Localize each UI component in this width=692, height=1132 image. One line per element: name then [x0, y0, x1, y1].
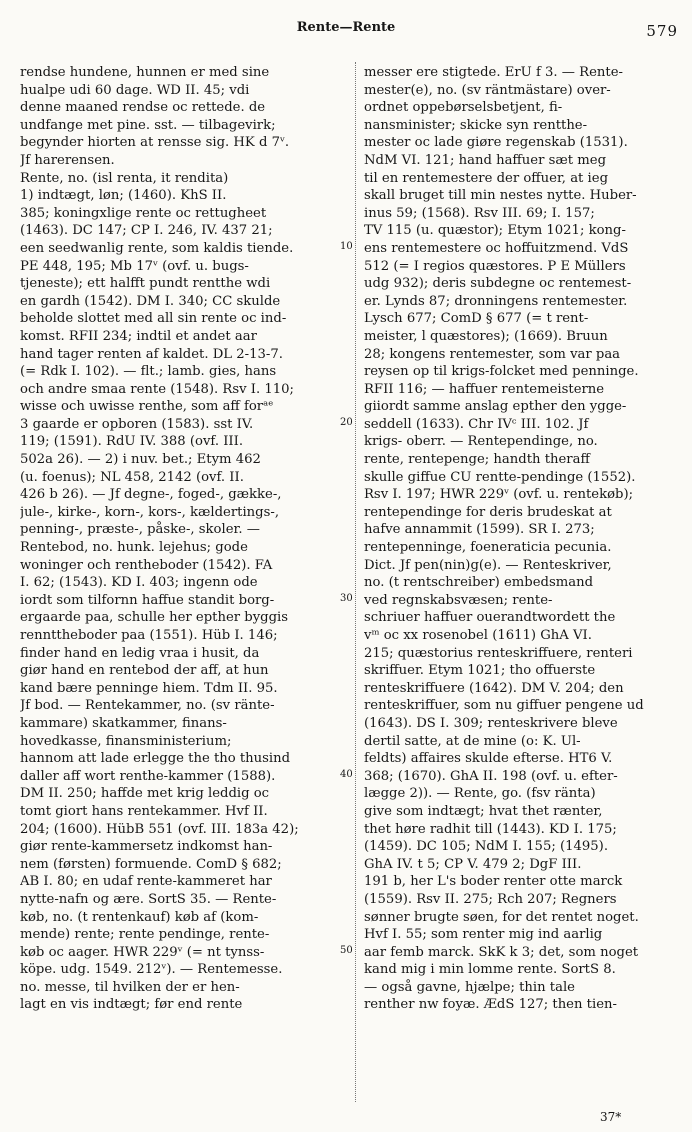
- text-line: 204; (1600). HübB 551 (ovf. III. 183a 42);: [20, 821, 299, 837]
- text-line: rentependinge for deris brudeskat at: [364, 504, 612, 520]
- text-line: tjeneste); ett halfft pundt rentthe wdi: [20, 276, 271, 292]
- text-line: er. Lynds 87; dronningens rentemester.: [364, 293, 628, 309]
- text-line: køb oc aager. HWR 229ᵛ (= nt tynss-: [20, 944, 265, 960]
- signature-mark: 37*: [600, 1110, 622, 1124]
- text-line: penning-, præste-, påske-, skoler. —: [20, 522, 260, 538]
- text-line: til en rentemestere der offuer, at ieg: [364, 170, 609, 186]
- text-line: no. (t rentschreiber) embedsmand: [364, 575, 594, 591]
- text-line: skriffuer. Etym 1021; tho offuerste: [364, 663, 596, 679]
- text-line: mester oc lade giøre regenskab (1531).: [364, 135, 628, 151]
- line-number: 40: [340, 769, 353, 780]
- text-line: 502a 26). — 2) i nuv. bet.; Etym 462: [20, 452, 261, 468]
- text-line: I. 62; (1543). KD I. 403; ingenn ode: [20, 575, 258, 591]
- text-line: renteskriffuer, som nu giffuer pengene ud: [364, 698, 644, 714]
- text-line: kand bære penninge hiem. Tdm II. 95.: [20, 680, 278, 696]
- text-line: 1) indtægt, løn; (1460). KhS II.: [20, 188, 227, 204]
- text-line: NdM VI. 121; hand haffuer sæt meg: [364, 152, 607, 168]
- text-line: hualpe udi 60 dage. WD II. 45; vdi: [20, 82, 250, 98]
- text-line: skulle giffue CU rentte-pendinge (1552).: [364, 469, 636, 485]
- text-line: 119; (1591). RdU IV. 388 (ovf. III.: [20, 434, 244, 450]
- text-line: no. messe, til hvilken der er hen-: [20, 979, 240, 995]
- text-line: AB I. 80; en udaf rente-kammeret har: [20, 874, 272, 890]
- text-line: rennttheboder paa (1551). Hüb I. 146;: [20, 628, 278, 643]
- text-line: daller aff wort renthe-kammer (1588).: [20, 768, 276, 784]
- text-line: renteskriffuere (1642). DM V. 204; den: [364, 680, 624, 696]
- text-line: nem (førsten) formuende. ComD § 682;: [20, 856, 282, 872]
- text-line: køb, no. (t rentenkauf) køb af (kom-: [20, 909, 259, 925]
- text-line: och andre smaa rente (1548). Rsv I. 110;: [20, 381, 294, 397]
- text-line: schriuer haffuer ouerandtwordett the: [364, 610, 616, 626]
- text-line: reysen op til krigs-folcket med penninge.: [364, 364, 639, 380]
- text-line: (1463). DC 147; CP I. 246, IV. 437 21;: [20, 223, 273, 239]
- text-line: PE 448, 195; Mb 17ᵛ (ovf. u. bugs-: [20, 258, 249, 274]
- text-line: 3 gaarde er opboren (1583). sst IV.: [20, 416, 254, 432]
- text-line: giør rente-kammersetz indkomst han-: [20, 839, 273, 855]
- text-line: 28; kongens rentemester, som var paa: [364, 346, 621, 362]
- text-line: RFII 116; — haffuer rentemeisterne: [364, 381, 605, 397]
- text-line: aar femb marck. SkK k 3; det, som noget: [364, 944, 639, 960]
- line-number: 10: [340, 241, 353, 252]
- line-number: 30: [340, 593, 353, 604]
- text-line: sønner brugte søen, for det rentet noget.: [364, 909, 639, 925]
- line-number: 20: [340, 417, 353, 428]
- text-line: Dict. Jf pen(nin)g(e). — Renteskriver,: [364, 557, 612, 573]
- text-line: thet høre radhit till (1443). KD I. 175;: [364, 821, 617, 837]
- text-line: lagt en vis indtægt; før end rente: [20, 997, 243, 1013]
- text-line: giiordt samme anslag epther den ygge-: [364, 399, 627, 415]
- text-line: woninger och rentheboder (1542). FA: [20, 557, 273, 573]
- text-line: (= Rdk I. 102). — flt.; lamb. gies, hans: [20, 364, 277, 380]
- text-line: inus 59; (1568). Rsv III. 69; I. 157;: [364, 205, 595, 221]
- left-column: [20, 64, 340, 1014]
- text-line: köpe. udg. 1549. 212ᵛ). — Rentemesse.: [20, 962, 283, 978]
- text-line: (1459). DC 105; NdM I. 155; (1495).: [364, 839, 609, 855]
- text-line: begynder hiorten at rensse sig. HK d 7ᵛ.: [20, 135, 290, 151]
- text-line: renther nw foyæ. ÆdS 127; then tien-: [364, 997, 617, 1013]
- text-line: lægge 2)). — Rente, go. (fsv ränta): [364, 786, 596, 802]
- text-line: komst. RFII 234; indtil et andet aar: [20, 328, 257, 344]
- text-line: ens rentemestere oc hoffuitzmend. VdS: [364, 240, 629, 256]
- text-line: hand tager renten af kaldet. DL 2-13-7.: [20, 346, 283, 362]
- text-line: beholde slottet med all sin rente oc ind-: [20, 311, 287, 327]
- line-number: 50: [340, 945, 353, 956]
- text-line: TV 115 (u. quæstor); Etym 1021; kong-: [364, 223, 626, 239]
- text-line: 368; (1670). GhA II. 198 (ovf. u. efter-: [364, 768, 618, 784]
- text-line: en gardh (1542). DM I. 340; CC skulde: [20, 293, 281, 309]
- text-line: finder hand en ledig vraa i husit, da: [20, 645, 260, 661]
- text-line: hannom att lade erlegge the tho thusind: [20, 751, 291, 767]
- text-line: hafve annammit (1599). SR I. 273;: [364, 522, 595, 538]
- text-line: kand mig i min lomme rente. SortS 8.: [364, 962, 616, 978]
- column-divider: [355, 62, 356, 1102]
- page-header: [0, 16, 692, 42]
- text-line: rendse hundene, hunnen er med sine: [20, 65, 270, 80]
- text-line: hovedkasse, finansministerium;: [20, 733, 232, 749]
- text-line: 191 b, her L's boder renter otte marck: [364, 874, 623, 890]
- text-line: denne maaned rendse oc rettede. de: [20, 100, 266, 116]
- text-line: Hvf I. 55; som renter mig ind aarlig: [364, 927, 603, 943]
- text-line: wisse och uwisse renthe, som aff forᵃᵉ: [20, 399, 274, 415]
- text-line: (u. foenus); NL 458, 2142 (ovf. II.: [20, 469, 244, 485]
- page-number: 579: [646, 22, 678, 40]
- text-line: skall bruget till min nestes nytte. Huber-: [364, 188, 637, 204]
- text-line: Lysch 677; ComD § 677 (= t rent-: [364, 311, 589, 327]
- text-line: Rentebod, no. hunk. lejehus; gode: [20, 540, 248, 556]
- text-line: kammare) skatkammer, finans-: [20, 715, 227, 731]
- text-line: give som indtægt; hvat thet rænter,: [364, 803, 603, 819]
- text-line: ved regnskabsvæsen; rente-: [364, 592, 553, 608]
- running-head: Rente—Rente: [296, 20, 396, 35]
- text-line: DM II. 250; haffde met krig leddig oc: [20, 786, 270, 802]
- text-line: jule-, kirke-, korn-, kors-, kældertings-,: [20, 504, 280, 520]
- text-line: iordt som tilfornn haffue standit borg-: [20, 592, 275, 608]
- text-line: 426 b 26). — Jf degne-, foged-, gække-,: [20, 487, 282, 503]
- text-line: ergaarde paa, schulle her epther byggis: [20, 610, 289, 626]
- text-line: messer ere stigtede. ErU f 3. — Rente-: [364, 65, 623, 80]
- text-line: rentepenninge, foeneraticia pecunia.: [364, 540, 612, 556]
- text-line: dertil satte, at de mine (ο: K. Ul-: [364, 733, 581, 749]
- text-line: meister, l quæstores); (1669). Bruun: [364, 328, 608, 344]
- text-line: 385; koningxlige rente oc rettugheet: [20, 205, 267, 221]
- text-line: ordnet oppebørselsbetjent, fi-: [364, 100, 563, 116]
- text-line: tomt giort hans rentekammer. Hvf II.: [20, 803, 268, 819]
- text-line: udg 932); deris subdegne oc rentemest-: [364, 276, 632, 292]
- text-line: feldts) affaires skulde efterse. HT6 V.: [364, 751, 613, 767]
- right-column: [364, 64, 684, 1014]
- text-line: krigs- oberr. — Rentependinge, no.: [364, 434, 598, 450]
- text-line: nytte-nafn og ære. SortS 35. — Rente-: [20, 891, 277, 907]
- text-line: — også gavne, hjælpe; thin tale: [364, 979, 575, 995]
- text-line: undfange met pine. sst. — tilbagevirk;: [20, 117, 276, 133]
- text-line: vᵐ oc xx rosenobel (1611) GhA VI.: [364, 628, 592, 643]
- text-line: GhA IV. t 5; CP V. 479 2; DgF III.: [364, 856, 582, 872]
- text-line: mende) rente; rente pendinge, rente-: [20, 927, 270, 943]
- text-line: giør hand en rentebod der aff, at hun: [20, 663, 269, 679]
- text-line: rente, rentepenge; handth theraff: [364, 452, 590, 468]
- text-line: Rente, no. (isl renta, it rendita): [20, 170, 229, 186]
- text-line: (1643). DS I. 309; renteskrivere bleve: [364, 715, 618, 731]
- text-line: (1559). Rsv II. 275; Rch 207; Regners: [364, 891, 617, 907]
- text-line: Jf harerensen.: [20, 152, 115, 168]
- text-line: Jf bod. — Rentekammer, no. (sv ränte-: [20, 698, 275, 714]
- text-line: een seedwanlig rente, som kaldis tiende.: [20, 240, 294, 256]
- text-line: Rsv I. 197; HWR 229ᵛ (ovf. u. rentekøb);: [364, 487, 634, 503]
- text-line: mester(e), no. (sv räntmästare) over-: [364, 82, 611, 98]
- text-line: 215; quæstorius renteskriffuere, renteri: [364, 645, 633, 661]
- text-line: seddell (1633). Chr IVᶜ III. 102. Jf: [364, 416, 589, 432]
- text-line: nansminister; skicke syn rentthe-: [364, 117, 588, 133]
- text-line: 512 (= I regios quæstores. P E Müllers: [364, 258, 626, 274]
